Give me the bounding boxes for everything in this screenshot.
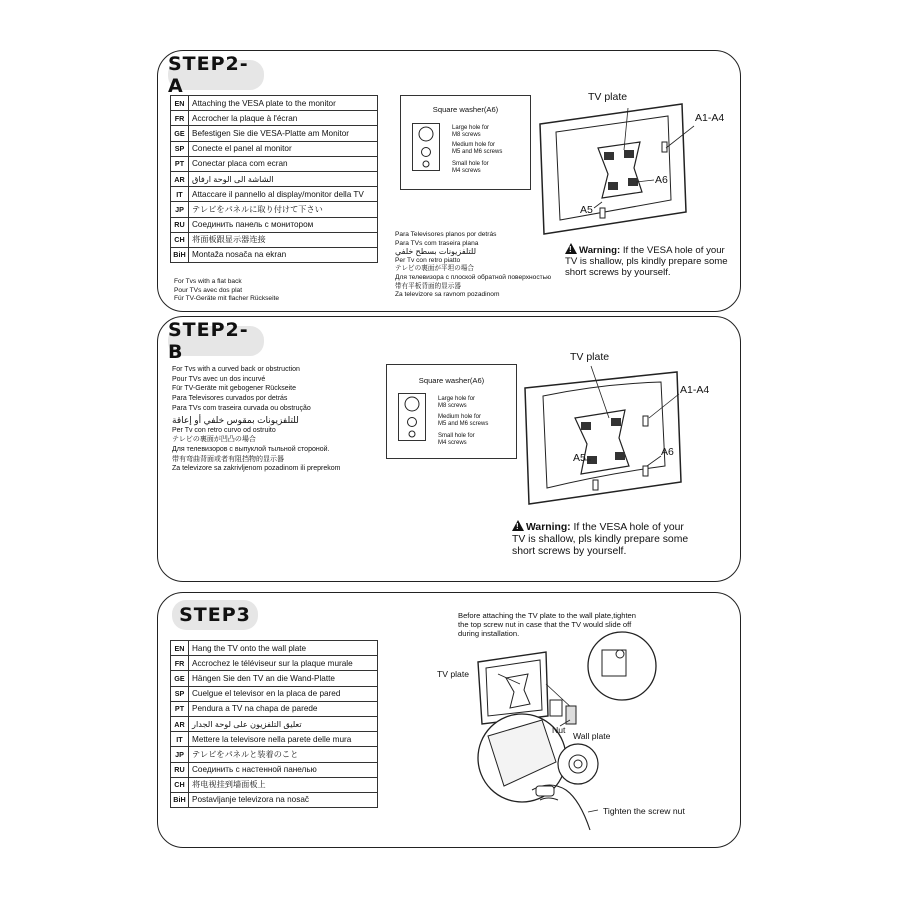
language-code: BiH [171,792,189,807]
language-text: تعليق التلفزيون على لوحة الجدار [189,716,378,731]
language-row [171,641,378,656]
a5-label: A5 [573,452,586,464]
language-code: AR [171,716,189,731]
language-code: RU [171,217,189,232]
washer-drawing [412,123,440,171]
instruction-line: Before attaching the TV plate to the wall plate,tighten [458,611,637,620]
note-line: For Tvs with a curved back or obstruction [172,366,300,373]
step2b-tv-diagram [521,362,691,507]
language-row [171,656,378,671]
language-text: Conectar placa com ecran [189,156,378,171]
warning-icon [512,520,524,531]
language-row [171,701,378,716]
step2b-curved-notes [172,365,340,474]
language-code: CH [171,777,189,792]
a1a4-label: A1-A4 [680,384,710,396]
language-code: BiH [171,247,189,262]
language-row [171,247,378,262]
step2a-flat-notes-2 [395,231,551,300]
language-row [171,156,378,171]
language-code: EN [171,96,189,111]
washer-title: Square washer(A6) [432,105,499,114]
language-text: 将电视挂到墙面板上 [189,777,378,792]
language-text: Attaching the VESA plate to the monitor [189,96,378,111]
language-code: JP [171,202,189,217]
language-row [171,126,378,141]
note-line: 带有平板背面的显示器 [395,282,461,290]
note-line: Para TVs com traseira curvada ou obstrução [172,404,311,412]
note-line: Für TV-Geräte mit flacher Rückseite [174,295,280,303]
washer-large-label [452,125,489,139]
language-text: Montaža nosača na ekran [189,247,378,262]
step3-language-table [170,640,378,808]
language-code: IT [171,732,189,747]
washer-holes-icon [399,394,425,440]
note-line: Pour TVs avec un dos incurvé [172,375,266,383]
language-text: Соединить с настенной панелью [189,762,378,777]
instruction-line: during installation. [458,629,520,638]
note-line: Za televizore sa ravnom pozadinom [395,291,500,299]
language-text: Cuelgue el televisor en la placa de pared [189,686,378,701]
step2a-language-table [170,95,378,263]
label-line: M8 screws [438,403,467,409]
warning-icon [565,243,577,254]
note-line: 带有弯曲背面或者有阻挡物的显示器 [172,455,284,463]
label-line: Large hole for [438,396,476,402]
step2a-warning [565,243,728,279]
warning-line: TV is shallow, pls kindly prepare some [512,534,689,545]
washer-medium-label [452,142,502,156]
language-row [171,777,378,792]
language-row [171,671,378,686]
language-text: Accrochez le téléviseur sur la plaque murale [189,656,378,671]
language-text: 将面板跟显示器连接 [189,232,378,247]
note-line: Za televizore sa zakrivljenom pozadinom ili preprekom [172,465,341,473]
tv-plate-label: TV plate [570,351,610,363]
language-text: Accrocher la plaque à l'écran [189,111,378,126]
label-line: Medium hole for [452,142,496,148]
language-code: SP [171,141,189,156]
language-row [171,141,378,156]
warning-line: TV is shallow, pls kindly prepare some [565,256,728,268]
note-line: Para TVs com traseira plana [395,239,479,247]
language-text: Postavljanje televizora na nosač [189,792,378,807]
a1a4-label: A1-A4 [695,112,725,124]
language-text: Hang the TV onto the wall plate [189,641,378,656]
language-row [171,792,378,807]
language-text: Befestigen Sie die VESA-Platte am Monitor [189,126,378,141]
language-row [171,232,378,247]
warning-line: If the VESA hole of your [620,245,725,256]
note-line: Per Tv con retro piatto [395,256,461,264]
note-line: للتلفزيونات بمقوس خلفي أو إعاقة [172,414,299,425]
language-code: FR [171,111,189,126]
note-line: テレビの裏面が凹凸の場合 [172,436,256,444]
language-text: Attaccare il pannello al display/monitor della TV [189,187,378,202]
warning-strong: Warning: [579,245,621,256]
label-line: Medium hole for [438,414,482,420]
step2b-title: STEP2-B [168,326,264,356]
language-code: RU [171,762,189,777]
note-line: For Tvs with a flat back [174,278,242,285]
washer-holes-icon [413,124,439,170]
language-code: PT [171,701,189,716]
label-line: M8 screws [452,132,481,138]
label-line: M5 and M6 screws [438,421,489,427]
language-row [171,732,378,747]
language-code: GE [171,671,189,686]
language-code: GE [171,126,189,141]
language-text: Mettere la televisore nella parete delle mura [189,732,378,747]
wall-plate-label: Wall plate [573,731,611,741]
language-text: テレビをパネルと装着のこと [189,747,378,762]
language-code: SP [171,686,189,701]
warning-line: short screws by yourself. [512,546,627,557]
instruction-line: the top screw nut in case that the TV would slide off [458,620,632,629]
language-code: IT [171,187,189,202]
washer-medium-label [438,414,488,428]
language-code: EN [171,641,189,656]
language-code: AR [171,171,189,186]
tighten-label: Tighten the screw nut [603,806,685,816]
language-text: Conecte el panel al monitor [189,141,378,156]
language-row [171,747,378,762]
warning-line: short screws by yourself. [565,267,671,279]
a6-label: A6 [655,174,668,186]
step2a-washer-box [400,95,531,190]
note-line: Para Televisores planos por detrás [395,231,497,238]
language-row [171,202,378,217]
note-line: Для телевизоров с выпуклой тыльной стороной. [172,445,330,453]
note-line: Para Televisores curvados por detrás [172,395,288,403]
washer-small-label [438,433,475,447]
language-row [171,686,378,701]
tv-plate-label: TV plate [437,669,470,679]
label-line: Small hole for [438,433,475,439]
note-line: للتلفزيونات بسطح خلفي [395,247,477,257]
warning-line: If the VESA hole of your [570,522,684,533]
language-code: CH [171,232,189,247]
a6-label: A6 [661,446,674,458]
language-row [171,187,378,202]
note-line: Pour TVs avec dos plat [174,286,243,294]
language-row [171,96,378,111]
language-text: テレビをパネルに取り付けて下さい [189,202,378,217]
washer-drawing [398,393,426,441]
warning-strong: Warning: [526,522,571,533]
language-text: Hängen Sie den TV an die Wand-Platte [189,671,378,686]
step2a-flat-notes [174,278,279,304]
language-text: Pendura a TV na chapa de parede [189,701,378,716]
label-line: M5 and M6 screws [452,149,503,155]
nut-label: Nut [552,725,566,735]
note-line: Per Tv con retro curvo od ostruito [172,426,276,434]
step3-title: STEP3 [172,600,258,630]
language-code: JP [171,747,189,762]
label-line: M4 screws [438,440,467,446]
step2b-warning [512,520,688,558]
step2b-washer-box [386,364,517,459]
washer-title: Square washer(A6) [418,376,485,385]
label-line: Small hole for [452,161,489,167]
step2a-tv-diagram [536,96,706,236]
label-line: M4 screws [452,168,481,174]
note-line: Для телевизора с плоской обратной поверхностью [395,273,552,281]
note-line: テレビの裏面が平坦の場合 [395,265,474,273]
language-row [171,762,378,777]
language-text: Соединить панель с монитором [189,217,378,232]
washer-large-label [438,396,475,410]
note-line: Für TV-Geräte mit gebogener Rückseite [172,385,296,393]
label-line: Large hole for [452,125,490,131]
language-row [171,171,378,186]
language-code: PT [171,156,189,171]
language-text: الشاشة الى الوحة ارفاق [189,171,378,186]
language-row [171,111,378,126]
language-code: FR [171,656,189,671]
a5-label: A5 [580,204,593,216]
washer-small-label [452,161,489,175]
tv-plate-label: TV plate [588,91,628,103]
language-row [171,217,378,232]
language-row [171,716,378,731]
step2a-title: STEP2-A [168,60,264,90]
